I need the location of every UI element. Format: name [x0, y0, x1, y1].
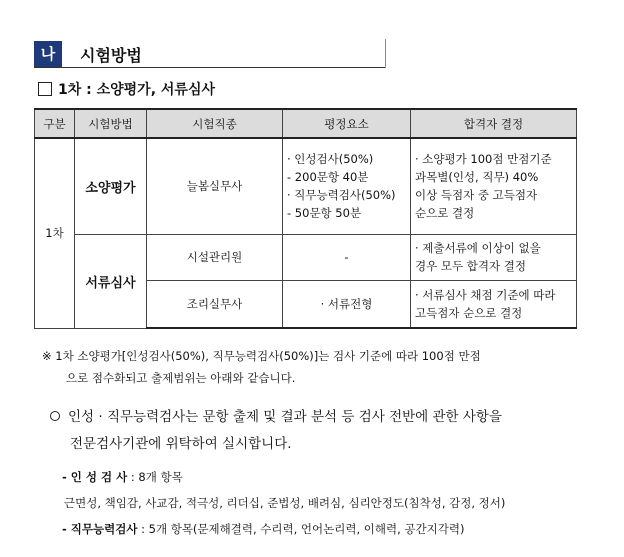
personality-list: 근면성, 책임감, 사교감, 적극성, 리더십, 준법성, 배려심, 심리안정도(침착성, 감정, 정서) [64, 496, 506, 510]
subheading-text: 1차 : 소양평가, 서류심사 [58, 82, 215, 98]
element-line: - 50문항 50분 [287, 206, 362, 221]
element-line: · 직무능력검사(50%) [287, 188, 396, 203]
header-rightline [385, 39, 386, 68]
circle-bullet-icon [50, 411, 60, 421]
note-line: 으로 점수화되고 출제범위는 아래와 같습니다. [66, 371, 296, 385]
subheading [38, 79, 215, 99]
header-cell: 시험직종 [147, 109, 283, 138]
checkbox-square-icon [38, 82, 52, 96]
job-desc: : 5개 항목(문제해결력, 수리력, 언어논리력, 이해력, 공간지각력) [137, 522, 465, 536]
method-cell: 서류심사 [75, 234, 147, 328]
section-badge: 나 [34, 41, 62, 67]
table-row [35, 138, 577, 234]
personality-desc: : 8개 항목 [127, 470, 183, 484]
elements-cell: · 서류전형 [283, 280, 411, 328]
bullet-line: 전문검사기관에 위탁하여 실시합니다. [70, 436, 292, 452]
header-cell: 평정요소 [283, 109, 411, 138]
section-title: 시험방법 [80, 46, 142, 65]
element-line: · 인성검사(50%) [287, 152, 374, 167]
decision-line: 고득점자 순으로 결정 [415, 305, 523, 320]
elements-cell [283, 138, 411, 234]
decision-cell [411, 138, 577, 234]
elements-cell: - [283, 234, 411, 280]
decision-cell [411, 234, 577, 280]
table-header-row [35, 109, 577, 138]
decision-line: 순으로 결정 [415, 206, 475, 221]
header-cell: 시험방법 [75, 109, 147, 138]
decision-line: 과목별(인성, 직무) 40% [415, 170, 539, 185]
decision-line: · 서류심사 채점 기준에 따라 [415, 287, 556, 302]
table-row [35, 234, 577, 280]
decision-line: 경우 모두 합격자 결정 [415, 259, 526, 273]
header-underline [34, 67, 386, 68]
job-cell: 시설관리원 [147, 234, 283, 280]
bullet-line: 인성 · 직무능력검사는 문항 출제 및 결과 분석 등 검사 전반에 관한 사항을 [68, 409, 502, 425]
section-header [34, 37, 386, 67]
stage-cell: 1차 [35, 138, 75, 328]
decision-line: · 소양평가 100점 만점기준 [415, 152, 552, 167]
method-cell: 소양평가 [75, 138, 147, 234]
header-cell: 구분 [35, 109, 75, 138]
element-line: - 200문항 40분 [287, 170, 369, 185]
personality-label: - 인 성 검 사 [62, 470, 128, 484]
header-cell: 합격자 결정 [411, 109, 577, 138]
job-cell: 조리실무사 [147, 280, 283, 328]
note-paragraph [42, 345, 481, 389]
test-items [62, 464, 505, 542]
decision-cell [411, 280, 577, 328]
job-label: - 직무능력검사 [62, 522, 138, 536]
decision-line: · 제출서류에 이상이 없을 [415, 241, 541, 255]
decision-line: 이상 득점자 중 고득점자 [415, 188, 538, 203]
note-line: ※ 1차 소양평가[인성검사(50%), 직무능력검사(50%)]는 검사 기준에 따라 100점 만점 [42, 349, 481, 363]
exam-table [34, 108, 577, 329]
bullet-paragraph [50, 404, 502, 458]
job-cell: 늘봄실무사 [147, 138, 283, 234]
